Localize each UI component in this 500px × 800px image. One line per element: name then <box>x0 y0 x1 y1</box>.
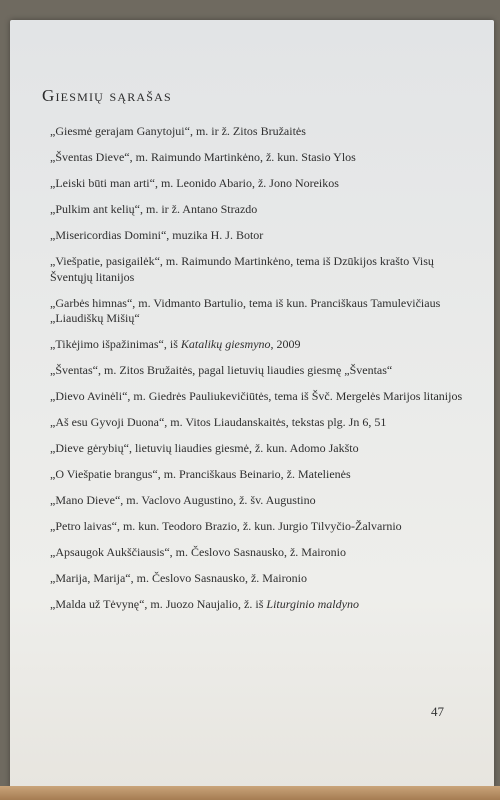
list-item <box>50 545 470 561</box>
list-item <box>50 519 470 535</box>
song-text: „Viešpatie, pasigailėk“, m. Raimundo Martinkėno, tema iš Dzūkijos krašto Visų Šventųjų litanijos <box>50 254 434 284</box>
list-item <box>50 597 470 613</box>
list-item <box>50 571 470 587</box>
song-text: „Leiski būti man arti“, m. Leonido Abario, ž. Jono Noreikos <box>50 176 339 190</box>
list-item <box>50 124 470 140</box>
song-text: „Malda už Tėvynę“, m. Juozo Naujalio, ž. iš <box>50 597 267 611</box>
list-item <box>50 389 470 405</box>
song-text: „Misericordias Domini“, muzika H. J. Botor <box>50 228 264 242</box>
song-list <box>50 124 470 623</box>
list-item <box>50 415 470 431</box>
list-item <box>50 493 470 509</box>
list-item <box>50 228 470 244</box>
song-text: „Šventas“, m. Zitos Bružaitės, pagal lietuvių liaudies giesmę „Šventas“ <box>50 363 393 377</box>
song-text: „Dievo Avinėli“, m. Giedrės Pauliukevičiūtės, tema iš Švč. Mergelės Marijos litanijos <box>50 389 463 403</box>
song-text: „Šventas Dieve“, m. Raimundo Martinkėno, ž. kun. Stasio Ylos <box>50 150 356 164</box>
list-item <box>50 176 470 192</box>
list-item <box>50 296 470 327</box>
page-title: Giesmių sąrašas <box>42 86 172 105</box>
table-surface <box>0 786 500 800</box>
list-item <box>50 202 470 218</box>
song-text: „Apsaugok Aukščiausis“, m. Česlovo Sasnausko, ž. Maironio <box>50 545 346 559</box>
song-text: „Aš esu Gyvoji Duona“, m. Vitos Liaudanskaitės, tekstas plg. Jn 6, 51 <box>50 415 387 429</box>
list-item <box>50 441 470 457</box>
song-text: „Pulkim ant kelių“, m. ir ž. Antano Strazdo <box>50 202 258 216</box>
song-source-title: Katalikų giesmyno <box>180 337 271 351</box>
list-item <box>50 337 470 353</box>
list-item <box>50 467 470 483</box>
song-text: „Garbės himnas“, m. Vidmanto Bartulio, tema iš kun. Pranciškaus Tamulevičiaus „Liaudiškų Mišių“ <box>50 295 441 325</box>
list-item <box>50 363 470 379</box>
song-text: „Petro laivas“, m. kun. Teodoro Brazio, ž. kun. Jurgio Tilvyčio-Žalvarnio <box>50 519 402 533</box>
book-page <box>10 20 494 788</box>
page-number: 47 <box>431 704 444 719</box>
list-item <box>50 150 470 166</box>
song-text: „Dieve gėrybių“, lietuvių liaudies giesmė, ž. kun. Adomo Jakšto <box>50 441 359 455</box>
song-text: „Mano Dieve“, m. Vaclovo Augustino, ž. šv. Augustino <box>50 493 316 507</box>
song-text: „Marija, Marija“, m. Česlovo Sasnausko, ž. Maironio <box>50 571 307 585</box>
song-source-title: Liturginio maldyno <box>266 597 359 611</box>
song-text: „O Viešpatie brangus“, m. Pranciškaus Beinario, ž. Matelienės <box>50 467 351 481</box>
song-text: „Tikėjimo išpažinimas“, iš <box>50 337 181 351</box>
song-text: „Giesmė gerajam Ganytojui“, m. ir ž. Zitos Bružaitės <box>50 124 306 138</box>
song-text-tail: , 2009 <box>270 337 301 351</box>
list-item <box>50 254 470 285</box>
